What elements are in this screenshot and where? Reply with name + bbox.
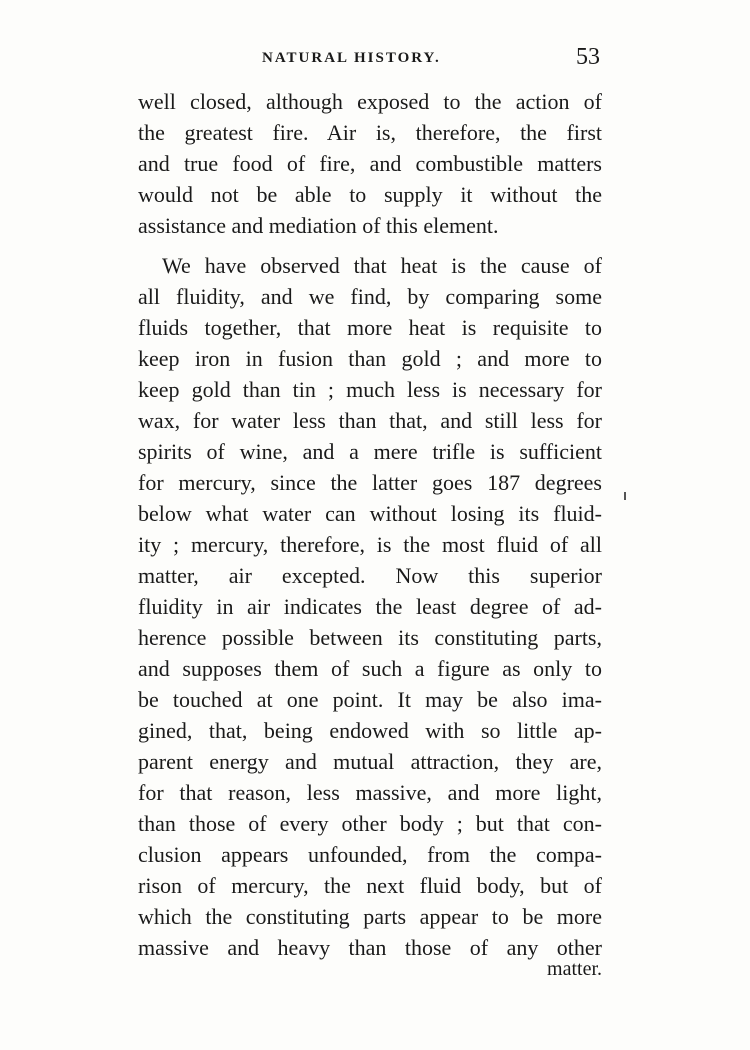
text-line: rison of mercury, the next fluid body, but of bbox=[138, 873, 602, 898]
text-line: well closed, although exposed to the action of bbox=[138, 89, 602, 114]
catchword: matter. bbox=[547, 958, 602, 980]
text-line: fluidity in air indicates the least degree of ad- bbox=[138, 594, 602, 619]
paragraph-first-line: We have observed that heat is the cause of bbox=[162, 253, 602, 278]
text-line: gined, that, being endowed with so little ap- bbox=[138, 718, 602, 743]
body-text bbox=[138, 86, 602, 963]
text-line: which the constituting parts appear to be more bbox=[138, 904, 602, 929]
page-number: 53 bbox=[576, 44, 600, 70]
text-line: herence possible between its constituting parts, bbox=[138, 625, 602, 650]
text-line: wax, for water less than that, and still less for bbox=[138, 408, 602, 433]
text-line: parent energy and mutual attraction, they are, bbox=[138, 749, 602, 774]
text-line: than those of every other body ; but that con- bbox=[138, 811, 602, 836]
text-line: would not be able to supply it without the bbox=[138, 182, 602, 207]
text-line: matter, air excepted. Now this superior bbox=[138, 563, 602, 588]
text-line: below what water can without losing its fluid- bbox=[138, 501, 602, 526]
text-line: clusion appears unfounded, from the compa- bbox=[138, 842, 602, 867]
text-line: keep iron in fusion than gold ; and more to bbox=[138, 346, 602, 371]
text-line: assistance and mediation of this element. bbox=[138, 213, 499, 238]
text-line: spirits of wine, and a mere trifle is sufficient bbox=[138, 439, 602, 464]
running-title: NATURAL HISTORY. bbox=[262, 50, 441, 66]
text-line: for mercury, since the latter goes 187 degrees bbox=[138, 470, 602, 495]
text-line: ity ; mercury, therefore, is the most fluid of all bbox=[138, 532, 602, 557]
text-line: keep gold than tin ; much less is necessary for bbox=[138, 377, 602, 402]
margin-mark bbox=[624, 492, 626, 500]
text-line: all fluidity, and we find, by comparing some bbox=[138, 284, 602, 309]
text-line: for that reason, less massive, and more light, bbox=[138, 780, 602, 805]
text-line: the greatest fire. Air is, therefore, the first bbox=[138, 120, 602, 145]
text-line: and supposes them of such a figure as only to bbox=[138, 656, 602, 681]
text-line: be touched at one point. It may be also ima- bbox=[138, 687, 602, 712]
text-line: fluids together, that more heat is requisite to bbox=[138, 315, 602, 340]
running-head bbox=[138, 44, 600, 74]
text-line: massive and heavy than those of any other bbox=[138, 935, 602, 960]
text-line: and true food of fire, and combustible matters bbox=[138, 151, 602, 176]
